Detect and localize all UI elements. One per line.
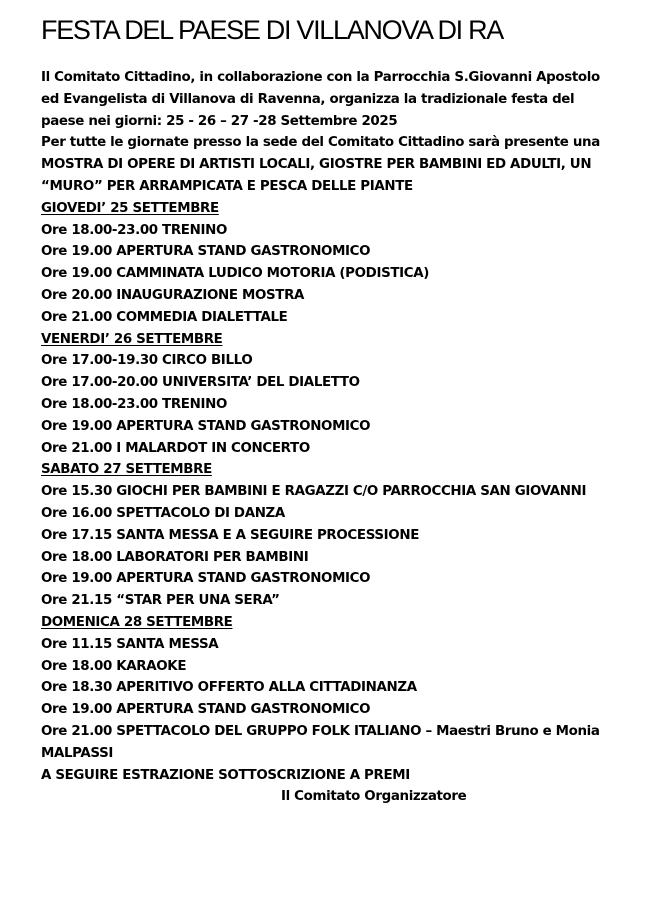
day-section-friday [41,329,661,460]
day-heading: DOMENICA 28 SETTEMBRE [41,614,233,630]
intro-paragraph [41,67,661,198]
event-line: Ore 15.30 GIOCHI PER BAMBINI E RAGAZZI C/O PARROCCHIA SAN GIOVANNI [41,484,587,500]
intro-line: Il Comitato Cittadino, in collaborazione con la Parrocchia S.Giovanni Apostolo [41,70,600,85]
event-line: Ore 17.00-19.30 CIRCO BILLO [41,353,253,369]
closing-line: A SEGUIRE ESTRAZIONE SOTTOSCRIZIONE A PREMI [41,767,410,783]
event-line: Ore 21.15 “STAR PER UNA SERA” [41,593,280,609]
day-heading: GIOVEDI’ 25 SETTEMBRE [41,200,219,216]
event-line: Ore 11.15 SANTA MESSA [41,636,219,652]
event-line: Ore 21.00 I MALARDOT IN CONCERTO [41,440,310,456]
event-line: MALPASSI [41,745,114,761]
day-heading: VENERDI’ 26 SETTEMBRE [41,331,223,347]
event-line: Ore 17.15 SANTA MESSA E A SEGUIRE PROCESSIONE [41,527,419,543]
event-line: Ore 21.00 COMMEDIA DIALETTALE [41,309,288,325]
document-title: FESTA DEL PAESE DI VILLANOVA DI RA [41,15,503,45]
event-line: Ore 19.00 APERTURA STAND GASTRONOMICO [41,571,371,587]
event-line: Ore 20.00 INAUGURAZIONE MOSTRA [41,287,305,303]
document-body [41,67,661,808]
intro-line: paese nei giorni: 25 - 26 – 27 -28 Settembre 2025 [41,113,398,129]
event-line: Ore 18.00-23.00 TRENINO [41,396,227,412]
event-line: Ore 18.00-23.00 TRENINO [41,222,227,238]
day-section-thursday [41,198,661,329]
intro-line: Per tutte le giornate presso la sede del Comitato Cittadino sarà presente una [41,135,600,151]
event-line: Ore 19.00 APERTURA STAND GASTRONOMICO [41,244,371,260]
intro-line: MOSTRA DI OPERE DI ARTISTI LOCALI, GIOSTRE PER BAMBINI ED ADULTI, UN [41,157,592,173]
event-line: Ore 17.00-20.00 UNIVERSITA’ DEL DIALETTO [41,375,360,391]
event-line: Ore 21.00 SPETTACOLO DEL GRUPPO FOLK ITALIANO – Maestri Bruno e Monia [41,723,600,739]
event-line: Ore 18.00 KARAOKE [41,658,187,674]
intro-line: ed Evangelista di Villanova di Ravenna, organizza la tradizionale festa del [41,91,575,107]
event-line: Ore 16.00 SPETTACOLO DI DANZA [41,505,285,521]
event-line: Ore 18.00 LABORATORI PER BAMBINI [41,549,309,565]
intro-line: “MURO” PER ARRAMPICATA E PESCA DELLE PIANTE [41,178,413,194]
event-line: Ore 19.00 APERTURA STAND GASTRONOMICO [41,702,371,718]
day-heading: SABATO 27 SETTEMBRE [41,462,212,478]
signature: Il Comitato Organizzatore [281,789,467,805]
event-line: Ore 19.00 CAMMINATA LUDICO MOTORIA (PODISTICA) [41,266,430,282]
event-line: Ore 18.30 APERITIVO OFFERTO ALLA CITTADINANZA [41,680,417,696]
day-section-sunday [41,612,661,765]
event-line: Ore 19.00 APERTURA STAND GASTRONOMICO [41,418,371,434]
day-section-saturday [41,459,661,612]
